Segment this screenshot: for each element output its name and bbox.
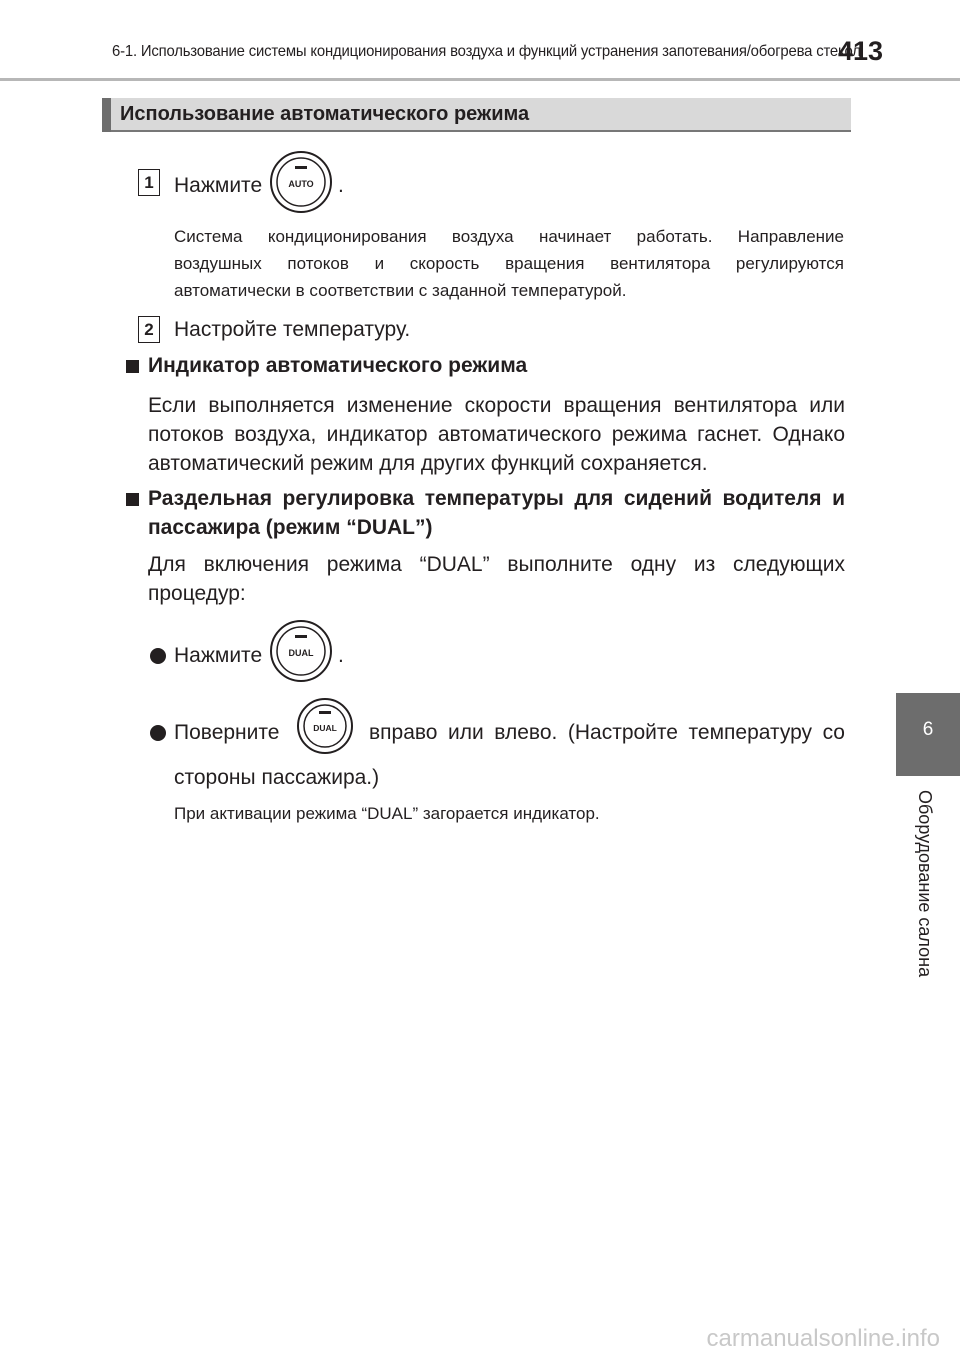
header-divider bbox=[0, 78, 960, 81]
bullet-dot bbox=[150, 648, 166, 664]
dual-intro-line-1: Для включения режима “DUAL” выполните одну из следующих bbox=[148, 553, 845, 576]
dual-button-label: DUAL bbox=[288, 648, 314, 658]
watermark: carmanualsonline.info bbox=[706, 1325, 940, 1352]
chapter-tab bbox=[896, 693, 960, 776]
dual-bullet2-after: вправо или влево. (Настройте температуру со bbox=[369, 721, 845, 744]
step1-text-after: . bbox=[338, 174, 344, 197]
dual-bullet2-before: Поверните bbox=[174, 721, 280, 744]
dual-note: При активации режима “DUAL” загорается индикатор. bbox=[174, 804, 600, 823]
indicator-line-2: потоков воздуха, индикатор автоматического режима гаснет. Однако bbox=[148, 423, 845, 446]
step1-note-line-1: Система кондиционирования воздуха начинает работать. Направление bbox=[174, 227, 844, 246]
page-number: 413 bbox=[838, 36, 884, 66]
section-title-box bbox=[102, 98, 851, 132]
step1-text-before: Нажмите bbox=[174, 174, 263, 197]
auto-button-label: AUTO bbox=[288, 179, 314, 189]
section-title: Использование автоматического режима bbox=[120, 103, 530, 125]
step-number-1: 1 bbox=[138, 169, 160, 196]
chapter-label: Оборудование салона bbox=[915, 790, 935, 978]
indicator-heading: Индикатор автоматического режима bbox=[148, 354, 528, 377]
dual-heading-line-2: пассажира (режим “DUAL”) bbox=[148, 516, 433, 539]
auto-button-icon bbox=[269, 150, 333, 219]
step-number-2: 2 bbox=[138, 316, 160, 343]
heading-square-marker bbox=[126, 360, 139, 373]
indicator-line-1: Если выполняется изменение скорости вращения вентилятора или bbox=[148, 394, 845, 417]
dual-bullet1-before: Нажмите bbox=[174, 644, 263, 667]
dual-knob-icon bbox=[296, 697, 354, 760]
dual-bullet2-line-2: стороны пассажира.) bbox=[174, 766, 380, 789]
header-section-title: 6-1. Использование системы кондиционирования воздуха и функций устранения запотевания/обогрева стекол bbox=[112, 43, 861, 60]
step2-text: Настройте температуру. bbox=[174, 318, 411, 341]
bullet-dot bbox=[150, 725, 166, 741]
chapter-number: 6 bbox=[922, 719, 934, 740]
heading-square-marker bbox=[126, 493, 139, 506]
dual-intro-line-2: процедур: bbox=[148, 582, 246, 605]
dual-heading-line-1: Раздельная регулировка температуры для сидений водителя и bbox=[148, 487, 845, 510]
section-title-bar bbox=[102, 98, 111, 132]
step1-note-line-2: воздушных потоков и скорость вращения вентилятора регулируются bbox=[174, 254, 844, 273]
indicator-line-3: автоматический режим для других функций сохраняется. bbox=[148, 452, 708, 475]
dual-button-icon bbox=[269, 619, 333, 688]
step1-note-line-3: автоматически в соответствии с заданной температурой. bbox=[174, 281, 627, 300]
dual-knob-label: DUAL bbox=[313, 723, 337, 733]
dual-bullet1-after: . bbox=[338, 644, 344, 667]
page-header bbox=[0, 0, 960, 80]
